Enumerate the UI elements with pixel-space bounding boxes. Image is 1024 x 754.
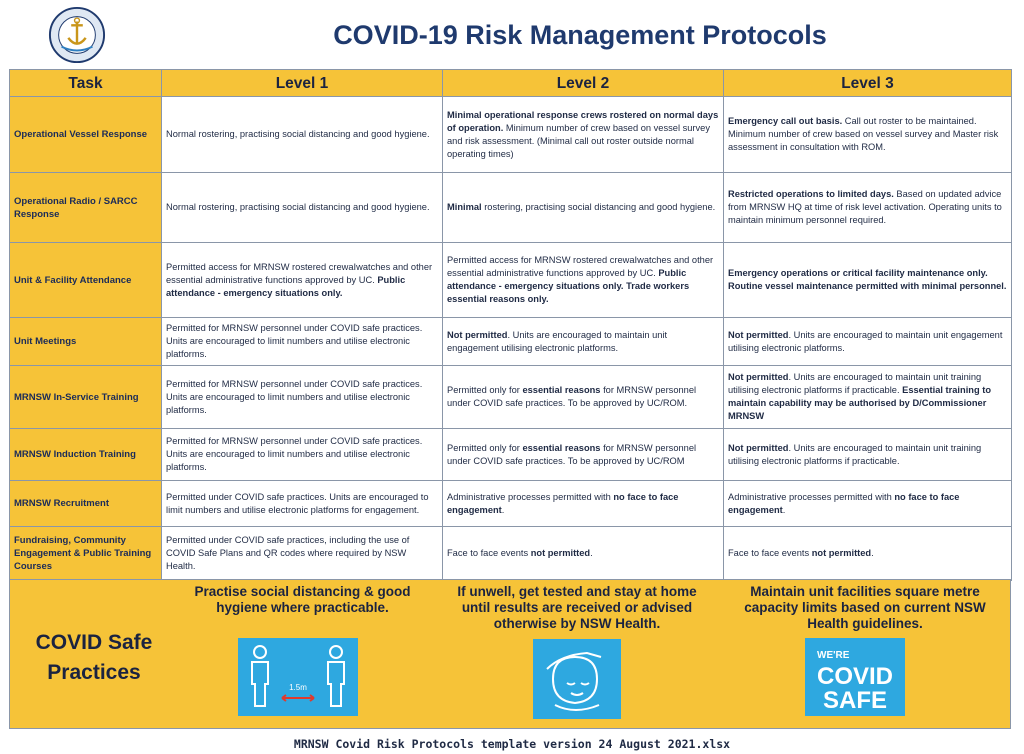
- cell-text: Face to face events: [728, 548, 812, 558]
- emphasis-text: Restricted operations to limited days.: [728, 189, 894, 199]
- emphasis-text: no face to face engagement: [447, 491, 679, 515]
- level-1-cell: [162, 173, 443, 243]
- emphasis-text: Not permitted: [728, 372, 789, 382]
- level-1-cell: [162, 481, 443, 527]
- emphasis-text: not permitted: [530, 548, 591, 558]
- cell-text: Permitted access for MRNSW rostered crewaIwatches and other essential administrative functions approved by UC.: [166, 261, 433, 285]
- level-3-cell: [724, 318, 1012, 366]
- cell-text: rostering, practising social distancing and good hygiene.: [481, 202, 716, 212]
- table-body: [10, 97, 1012, 581]
- emphasis-text: Minimal operational response crews rostered on normal days of operation.: [447, 109, 719, 133]
- cell-text: for MRNSW personnel under COVID safe practices. To be approved by UC/ROM: [447, 442, 697, 466]
- badge-top-text: WE'RE: [817, 650, 850, 661]
- cell-text: Permitted access for MRNSW rostered crewaIwatches and other essential administrative functions approved by UC.: [447, 255, 714, 278]
- badge-middle-text: COVID: [816, 663, 894, 690]
- page-title: COVID-19 Risk Management Protocols: [333, 20, 827, 50]
- cell-text: Permitted for MRNSW personnel under COVID safe practices. Units are encouraged to limit numbers and utilise electronic platforms.: [166, 436, 423, 472]
- emphasis-text: Emergency operations or critical facility maintenance only. Routine vessel maintenance permitted with minimal personnel.: [728, 268, 1007, 291]
- cell-text: Permitted for MRNSW personnel under COVID safe practices. Units are encouraged to limit numbers and utilise electronic platforms.: [166, 378, 423, 415]
- level-2-cell: [443, 173, 724, 243]
- cell-text: Permitted only for: [447, 442, 523, 453]
- covid-safe-label: COVID Safe Practices: [35, 631, 153, 684]
- task-cell: Operational Vessel Response: [10, 97, 162, 173]
- emphasis-text: essential reasons: [522, 385, 601, 395]
- covid-safe-badge-icon: [805, 638, 905, 716]
- task-cell: MRNSW In-Service Training: [10, 366, 162, 429]
- level-3-cell: [724, 429, 1012, 481]
- level-3-cell: [724, 481, 1012, 527]
- level-2-cell: [443, 429, 724, 481]
- level-3-cell: [724, 527, 1012, 581]
- table-row: [10, 243, 1012, 318]
- cell-text: .: [782, 504, 786, 515]
- level-1-cell: [162, 243, 443, 318]
- cell-text: for MRNSW personnel under COVID safe practices. To be approved by UC/ROM.: [447, 385, 697, 408]
- level-1-cell: [162, 318, 443, 366]
- level-2-cell: [443, 527, 724, 581]
- emphasis-text: Public attendance - emergency situations only.: [166, 274, 406, 298]
- emphasis-text: Public attendance - emergency situations only. Trade workers essential reasons only.: [447, 268, 690, 304]
- table-row: [10, 527, 1012, 581]
- table-row: [10, 481, 1012, 527]
- level-2-cell: [443, 97, 724, 173]
- cell-text: .: [871, 548, 874, 558]
- cell-text: .: [501, 504, 505, 515]
- distance-label: 1.5m: [289, 683, 307, 692]
- emphasis-text: essential reasons: [522, 442, 601, 453]
- task-cell: MRNSW Recruitment: [10, 481, 162, 527]
- table-row: [10, 429, 1012, 481]
- cell-text: . Units are encouraged to maintain unit engagement utilising electronic platforms.: [728, 329, 1003, 353]
- table-row: [10, 318, 1012, 366]
- badge-bottom-text: SAFE: [822, 687, 888, 714]
- cell-text: Permitted under COVID safe practices, including the use of COVID Safe Plans and QR codes where required by NSW Health.: [166, 535, 410, 571]
- task-cell: Operational Radio / SARCC Response: [10, 173, 162, 243]
- header-task: Task: [10, 70, 162, 97]
- cell-text: Permitted under COVID safe practices. Units are encouraged to limit numbers and utilise electronic platforms for engagement.: [166, 491, 429, 515]
- level-3-cell: [724, 97, 1012, 173]
- task-cell: Unit & Facility Attendance: [10, 243, 162, 318]
- covid-safe-panel: [9, 579, 1011, 729]
- emphasis-text: Emergency call out basis.: [728, 116, 843, 126]
- emphasis-text: Not permitted: [728, 442, 789, 453]
- emphasis-text: Essential training to maintain capability may be authorised by D/Commissioner MRNSW: [728, 385, 991, 421]
- cell-text: Administrative processes permitted with: [447, 491, 614, 502]
- cell-text: Based on updated advice from MRNSW HQ at time of risk level activation. Operating units to maintain minimum personnel required.: [728, 189, 1002, 225]
- level-1-cell: [162, 366, 443, 429]
- cell-text: Normal rostering, practising social distancing and good hygiene.: [166, 202, 430, 212]
- cell-text: Administrative processes permitted with: [728, 491, 895, 502]
- level-3-cell: [724, 173, 1012, 243]
- task-cell: MRNSW Induction Training: [10, 429, 162, 481]
- header-level-1: Level 1: [162, 70, 443, 97]
- emphasis-text: Minimal: [447, 202, 482, 212]
- cell-text: . Units are encouraged to maintain unit training utilising electronic platforms if practicable.: [728, 372, 982, 395]
- level-3-cell: [724, 366, 1012, 429]
- level-2-cell: [443, 243, 724, 318]
- file-caption: MRNSW Covid Risk Protocols template version 24 August 2021.xlsx: [293, 737, 731, 751]
- emphasis-text: Not permitted: [447, 329, 508, 340]
- emphasis-text: not permitted: [811, 548, 872, 558]
- task-cell: Unit Meetings: [10, 318, 162, 366]
- level-1-cell: [162, 97, 443, 173]
- level-1-cell: [162, 527, 443, 581]
- level-2-cell: [443, 318, 724, 366]
- cell-text: Face to face events: [447, 548, 531, 558]
- emphasis-text: no face to face engagement: [728, 491, 960, 515]
- cell-text: Normal rostering, practising social distancing and good hygiene.: [166, 129, 430, 139]
- table-row: [10, 173, 1012, 243]
- cell-text: Permitted only for: [447, 385, 523, 395]
- task-cell: Fundraising, Community Engagement & Public Training Courses: [10, 527, 162, 581]
- cell-text: .: [590, 548, 593, 558]
- protocols-table: [9, 69, 1012, 581]
- level-2-cell: [443, 481, 724, 527]
- unwell-person-icon: [533, 639, 621, 719]
- cell-text: Permitted for MRNSW personnel under COVID safe practices. Units are encouraged to limit numbers and utilise electronic platforms.: [166, 323, 423, 359]
- social-distancing-icon: [238, 638, 358, 716]
- cell-text: Call out roster to be maintained. Minimum number of crew based on vessel survey and Master risk assessment in consultation with ROM.: [728, 116, 999, 152]
- capacity-limits-message: Maintain unit facilities square metre capacity limits based on current NSW Health guidelines.: [744, 584, 986, 631]
- header: [0, 0, 1024, 68]
- header-row: [10, 70, 1012, 97]
- cell-text: . Units are encouraged to maintain unit engagement utilising electronic platforms.: [447, 329, 668, 353]
- stay-home-message: If unwell, get tested and stay at home until results are received or advised otherwise by NSW Health.: [457, 584, 697, 631]
- social-distancing-message: Practise social distancing & good hygiene where practicable.: [194, 584, 411, 615]
- cell-text: Minimum number of crew based on vessel survey and risk assessment. (Minimal call out roster outside normal operating times): [447, 122, 710, 159]
- level-2-cell: [443, 366, 724, 429]
- level-3-cell: [724, 243, 1012, 318]
- table-row: [10, 97, 1012, 173]
- cell-text: . Units are encouraged to maintain unit training utilising electronic platforms if practicable.: [728, 442, 982, 466]
- header-level-2: Level 2: [443, 70, 724, 97]
- level-1-cell: [162, 429, 443, 481]
- header-level-3: Level 3: [724, 70, 1012, 97]
- emphasis-text: Not permitted: [728, 329, 789, 340]
- table-row: [10, 366, 1012, 429]
